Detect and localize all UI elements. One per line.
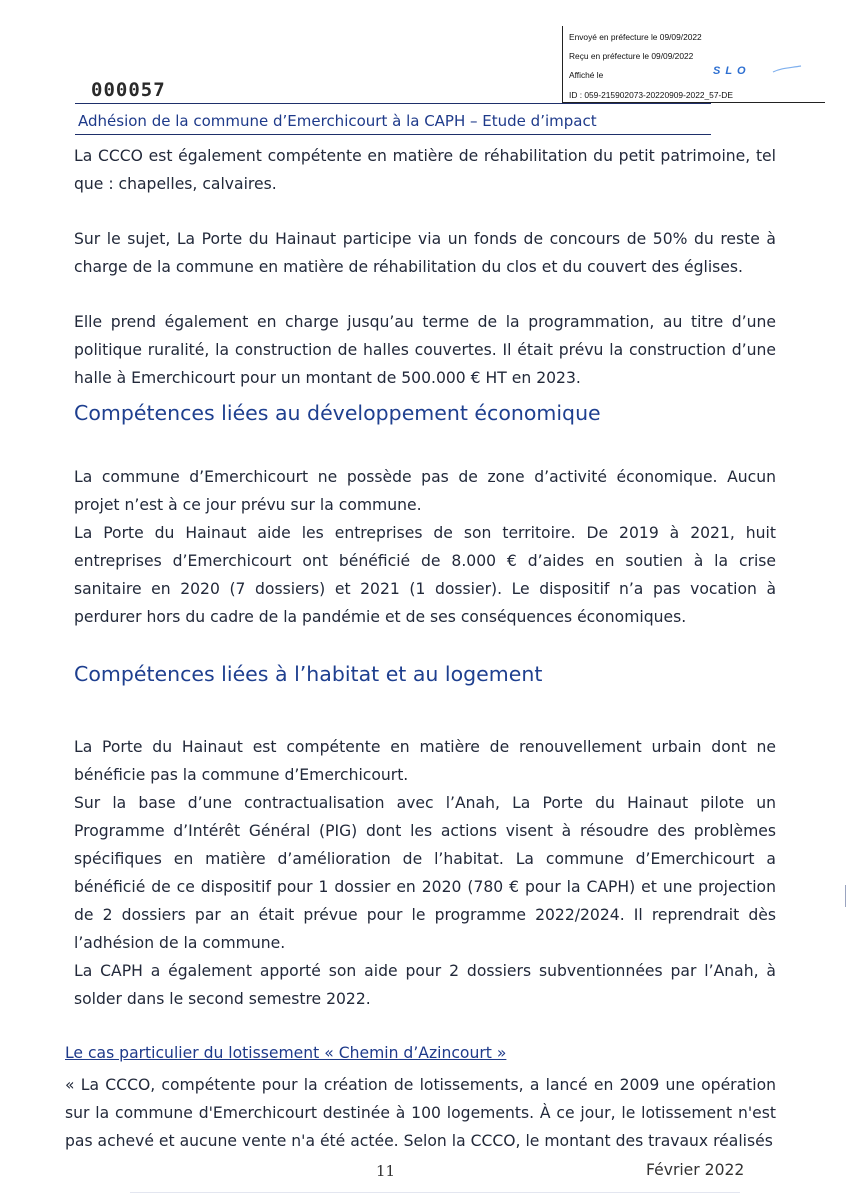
footer-rule [130, 1192, 740, 1193]
subheading-lotissement: Le cas particulier du lotissement « Chemin d’Azincourt » [65, 1044, 507, 1062]
paragraph-aides-entreprises: La Porte du Hainaut aide les entreprises de son territoire. De 2019 à 2021, huit entreprises d’Emerchicourt ont bénéficié de 8.000 € d’aides en soutien à la crise sanitaire en 2020 (7 dossiers) et 2021 (1 dossier). Le dispositif n’a pas vocation à perdurer hors du cadre de la pandémie et de ses conséquences économiques. [74, 524, 776, 626]
heading-developpement-economique: Compétences liées au développement économique [74, 401, 601, 425]
paragraph-fonds-de-concours: Sur le sujet, La Porte du Hainaut participe via un fonds de concours de 50% du reste à charge de la commune en matière de réhabilitation du clos et du couvert des églises. [74, 230, 776, 276]
paragraph-dossiers-anah: La CAPH a également apporté son aide pour 2 dossiers subventionnées par l’Anah, à solder dans le second semestre 2022. [74, 962, 776, 1008]
stamp-act-id: ID : 059-215902073-20220909-2022_57-DE [569, 90, 733, 100]
paragraph-petit-patrimoine: La CCCO est également compétente en matière de réhabilitation du petit patrimoine, tel que : chapelles, calvaires. [74, 147, 776, 193]
slo-logo-icon [711, 64, 803, 76]
paragraph-halles-couvertes: Elle prend également en charge jusqu’au terme de la programmation, au titre d’une politique ruralité, la construction de halles couvertes. Il était prévu la construction d’une halle à Emerchicourt pour un montant de 500.000 € HT en 2023. [74, 313, 776, 387]
header-top-rule [75, 103, 711, 104]
stamp-received-date: Reçu en préfecture le 09/09/2022 [569, 51, 694, 61]
svg-text:SLO: SLO [713, 65, 751, 76]
stamp-sent-date: Envoyé en préfecture le 09/09/2022 [569, 32, 702, 42]
document-header: Adhésion de la commune d’Emerchicourt à la CAPH – Etude d’impact [78, 112, 597, 130]
prefecture-stamp [562, 26, 825, 103]
footer-date: Février 2022 [646, 1161, 745, 1179]
reference-number: 000057 [91, 79, 166, 101]
heading-habitat-logement: Compétences liées à l’habitat et au logement [74, 662, 543, 686]
paragraph-quote-lotissement: « La CCCO, compétente pour la création de lotissements, a lancé en 2009 une opération sur la commune d'Emerchicourt destinée à 100 logements. À ce jour, le lotissement n'est pas achevé et aucune vente n'a été actée. Selon la CCCO, le montant des travaux réalisés [65, 1076, 776, 1150]
page-number: 11 [376, 1162, 396, 1180]
paragraph-zone-activite: La commune d’Emerchicourt ne possède pas de zone d’activité économique. Aucun projet n’est à ce jour prévu sur la commune. [74, 468, 776, 514]
stamp-posted-label: Affiché le [569, 70, 604, 80]
scan-edge-mark [845, 885, 846, 907]
paragraph-pig-anah: Sur la base d’une contractualisation avec l’Anah, La Porte du Hainaut pilote un Programme d’Intérêt Général (PIG) dont les actions visent à résoudre des problèmes spécifiques en matière d’amélioration de l’habitat. La commune d’Emerchicourt a bénéficié de ce dispositif pour 1 dossier en 2020 (780 € pour la CAPH) et une projection de 2 dossiers par an était prévue pour le programme 2022/2024. Il reprendrait dès l’adhésion de la commune. [74, 794, 776, 952]
header-bottom-rule [75, 134, 711, 135]
paragraph-renouvellement-urbain: La Porte du Hainaut est compétente en matière de renouvellement urbain dont ne bénéficie pas la commune d’Emerchicourt. [74, 738, 776, 784]
